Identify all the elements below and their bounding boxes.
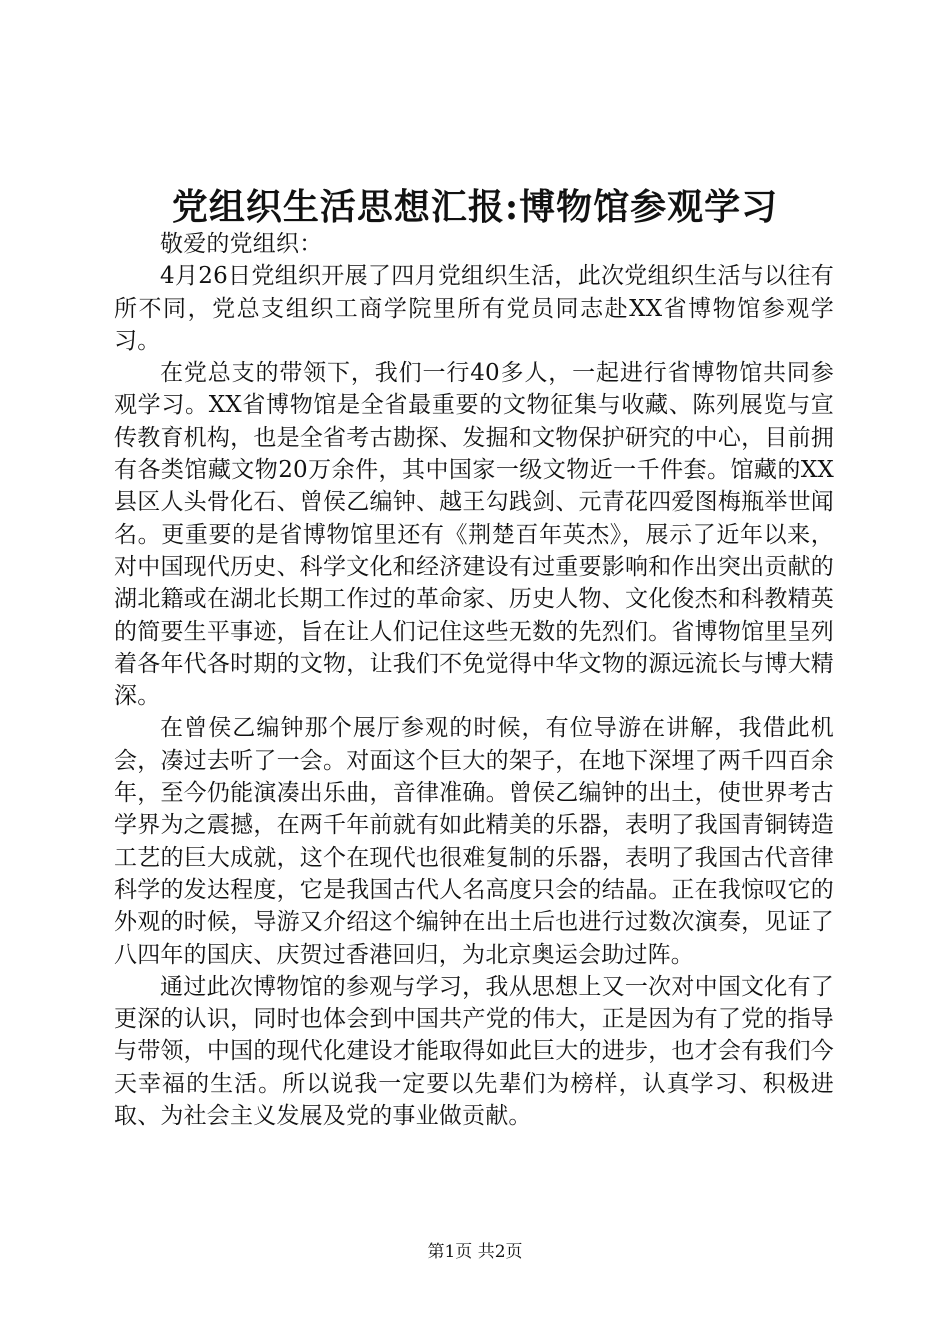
salutation: 敬爱的党组织： (160, 231, 323, 257)
paragraph-4: 通过此次博物馆的参观与学习，我从思想上又一次对中国文化有了更深的认识，同时也体会到中国共产党的伟大，正是因为有了党的指导与带领，中国的现代化建设才能取得如此巨大的进步，也才会有我们今天幸福的生活。所以说我一定要以先辈们为榜样，认真学习、积极进取、为社会主义发展及党的事业做贡献。 (114, 973, 834, 1130)
paragraph-1: 4月26日党组织开展了四月党组织生活，此次党组织生活与以往有所不同，党总支组织工商学院里所有党员同志赴XX省博物馆参观学习。 (114, 263, 834, 354)
paragraph-2: 在党总支的带领下，我们一行40多人，一起进行省博物馆共同参观学习。XX省博物馆是全省最重要的文物征集与收藏、陈列展览与宣传教育机构，也是全省考古勘探、发掘和文物保护研究的中心，目前拥有各类馆藏文物20万余件，其中国家一级文物近一千件套。馆藏的XX县区人头骨化石、曾侯乙编钟、越王勾践剑、元青花四爱图梅瓶举世闻名。更重要的是省博物馆里还有《荆楚百年英杰》，展示了近年以来，对中国现代历史、科学文化和经济建设有过重要影响和作出突出贡献的湖北籍或在湖北长期工作过的革命家、历史人物、文化俊杰和科教精英的简要生平事迹，旨在让人们记住这些无数的先烈们。省博物馆里呈列着各年代各时期的文物，让我们不免觉得中华文物的源远流长与博大精深。 (114, 360, 834, 710)
paragraph-3: 在曾侯乙编钟那个展厅参观的时候，有位导游在讲解，我借此机会，凑过去听了一会。对面这个巨大的架子，在地下深埋了两千四百余年，至今仍能演凑出乐曲，音律准确。曾侯乙编钟的出土，使世界考古学界为之震撼，在两千年前就有如此精美的乐器，表明了我国青铜铸造工艺的巨大成就，这个在现代也很难复制的乐器，表明了我国古代音律科学的发达程度，它是我国古代人名高度只会的结晶。正在我惊叹它的外观的时候，导游又介绍这个编钟在出土后也进行过数次演奏，见证了八四年的国庆、庆贺过香港回归，为北京奥运会助过阵。 (114, 715, 834, 968)
page-number-footer: 第1页 共2页 (427, 1242, 523, 1262)
document-body (114, 228, 834, 1132)
document-title: 党组织生活思想汇报:博物馆参观学习 (171, 186, 779, 228)
